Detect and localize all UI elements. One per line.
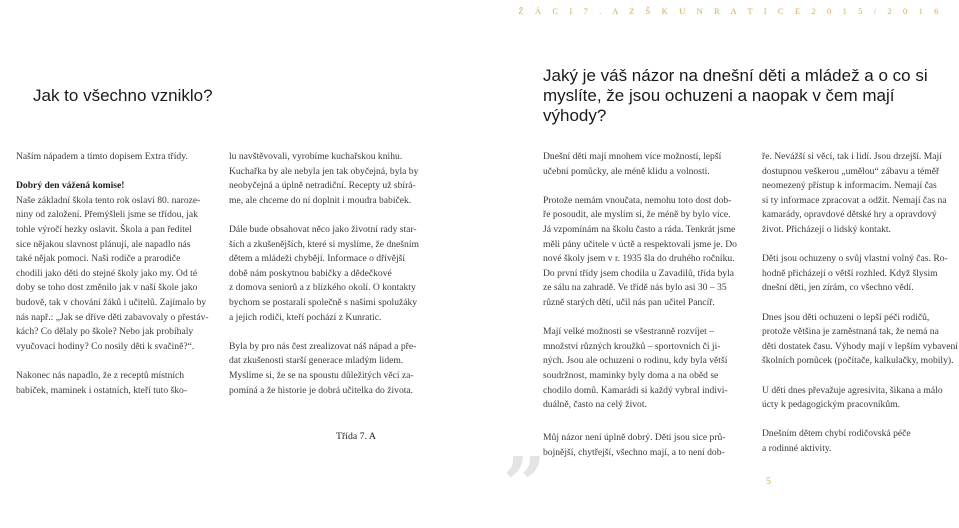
text-line: bychom se postarali společně s našimi spolužáky [229, 296, 418, 308]
text-line: babiček, maminek i ostatních, kteří tuto ško- [16, 384, 188, 396]
text-line: protože většina je zaměstnaná tak, že nemá na [762, 326, 939, 338]
text-line: niny od založení. Přemýšleli jsme se třídou, jak [16, 209, 198, 221]
text-line: si ty informace zpracovat a odžít. Nemají čas na [762, 194, 947, 206]
text-column-4 [762, 150, 958, 456]
paragraph-gap [16, 354, 206, 369]
text-line: a rodinné aktivity. [762, 442, 832, 454]
text-line: různě starých dětí, učil nás pan učitel Pancíř. [543, 296, 715, 308]
letter-salutation: Dobrý den vážená komise! [16, 180, 125, 192]
text-line: doby se toho dost změnilo jak v naší škole jako [16, 282, 198, 294]
text-line: neomezený přístup k informacím. Nemají čas [762, 180, 937, 192]
quote-text [543, 431, 726, 460]
text-line: měli pány učitele v úctě a respektovali jsme je. Do [543, 238, 737, 250]
text-line: kách? Co dělaly po škole? Nebo jak probíhaly [16, 326, 194, 338]
text-column-2 [229, 150, 419, 398]
text-line: Byla by pro nás čest zrealizovat náš nápad a pře- [229, 340, 417, 352]
text-line: Dále bude obsahovat něco jako životní rady star- [229, 223, 417, 235]
text-line: pomíná a že historie je dobrá učitelka do života. [229, 384, 414, 396]
text-line: dětem a mládeži chybějí. Informace o dřívější [229, 253, 406, 265]
text-line: dnešní děti, jen zírám, co všechno vědí. [762, 282, 914, 294]
text-line: Mají velké možnosti se všestranně rozvíjet – [543, 326, 715, 338]
page-number: 5 [766, 476, 771, 487]
text-line: úcty k pedagogickým pracovníkům. [762, 399, 901, 411]
text-line: Naším nápadem a tímto dopisem Extra třídy. [16, 151, 188, 162]
text-line: chodili jako děti do stejné školy jako my. Od té [16, 267, 198, 279]
text-line: Kuchařka by ale nebyla jen tak obyčejná, byla by [229, 165, 419, 177]
quote-line: bojnější, chytřejší, všechno mají, a to není dob- [543, 446, 725, 458]
text-line: také nějak pomoci. Naši rodiče a prarodiče [16, 253, 181, 265]
text-line: život. Přicházejí o lidský kontakt. [762, 223, 891, 235]
text-line: hodně přicházejí o větší rozhled. Když šlysim [762, 267, 938, 279]
text-line: učební pomůcky, ale méně klidu a volnosti. [543, 165, 710, 177]
text-line: U dětí dnes převažuje agresivita, šikana a málo [762, 384, 943, 396]
text-line: ře. Nevážší si věcí, tak i lidí. Jsou drzejší. Mají [762, 151, 942, 162]
text-line: z domova seniorů a z blízkého okolí. O kontakty [229, 282, 416, 294]
text-line: Naše základní škola tento rok oslaví 80. naroze- [16, 194, 201, 206]
paragraph-gap [762, 413, 958, 428]
text-line: kamarády, opravdové dětské hry a opravdový [762, 209, 937, 221]
text-line: lu navštěvovali, vyrobíme kuchařskou knihu. [229, 151, 403, 162]
section-title-right-line: myslíte, že jsou ochuzeni a naopak v čem mají výhody? [543, 86, 895, 125]
text-line: Protože nemám vnoučata, nemohu toto dost dob- [543, 194, 732, 206]
text-column-1 [16, 150, 209, 398]
text-line: soudržnost, maminky byly doma a na oběd se [543, 369, 719, 381]
section-title-right [543, 66, 943, 126]
class-signature: Třída 7. A [336, 431, 376, 442]
paragraph-gap [543, 311, 738, 326]
text-line: Dnešní děti mají mnohem více možností, lepší [543, 151, 722, 162]
text-line: množství různých kroužků – sportovních či ji- [543, 340, 721, 352]
paragraph-gap [229, 208, 419, 223]
section-title-left: Jak to všechno vzniklo? [33, 86, 213, 105]
paragraph-gap [543, 179, 738, 194]
text-line: Já vzpomínám na školu často a ráda. Tenkrát jsme [543, 223, 736, 235]
text-line: chodilo domů. Kamarádi si každý vybral indivi- [543, 384, 728, 396]
text-line: Dnes jsou děti ochuzeni o lepší péči rodičů, [762, 311, 930, 323]
text-column-3 [543, 150, 738, 413]
text-line: dostupnou veškerou „umělou“ zábavu a téměř [762, 165, 940, 177]
section-title-right-line: Jaký je váš názor na dnešní děti a mládež a o co si [543, 66, 928, 85]
quote-line: Můj názor není úplně dobrý. Děti jsou sice prů- [543, 432, 726, 443]
text-line: školních pomůcek (počítače, kalkulačky, mobily). [762, 355, 954, 367]
text-line: a jejich rodiči, kteří pochází z Kunratic. [229, 311, 382, 323]
text-line: duálně, často na celý život. [543, 399, 647, 411]
text-line: ze sálu na zahradě. Ve třídě nás bylo asi 30 – 35 [543, 282, 727, 294]
text-line: Nakonec nás napadlo, že z receptů místních [16, 369, 185, 381]
text-line: ších a zkušenějších, které si myslíme, že dnešním [229, 238, 419, 250]
paragraph-gap [229, 325, 419, 340]
text-line: nové školy jsem v r. 1935 šla do druhého ročníku. [543, 253, 735, 265]
text-line: me, ale chceme do ní doplnit i moudra babiček. [229, 194, 412, 206]
text-line: Děti jsou ochuzeny o svůj vlastní volný čas. Ro- [762, 253, 948, 265]
paragraph-gap [16, 165, 206, 180]
text-line: ných. Jsou ale ochuzeni o rodinu, kdy byla větší [543, 355, 728, 367]
text-line: vyučovací hodiny? Co nosily děti k svačině?“. [16, 340, 195, 352]
text-line: nás např.: „Jak se dříve děti zabavovaly o přestáv- [16, 311, 209, 323]
text-line: budově, tak v chování žáků i učitelů. Zajímalo by [16, 296, 207, 308]
text-line: tohle výročí hezky oslavit. Škola a pan ředitel [16, 223, 192, 235]
text-line: Myslíme si, že se na spoustu důležitých věcí za- [229, 369, 414, 381]
paragraph-gap [762, 238, 958, 253]
paragraph-gap [762, 369, 958, 384]
text-line: Do první třídy jsem chodila u Zavadilů, třída byla [543, 267, 735, 279]
text-line: dat zkušenosti starší generace mladým lidem. [229, 355, 404, 367]
text-line: sice nějakou slavnost plánují, ale napadlo nás [16, 238, 191, 250]
text-line: ře posoudit, ale myslím si, že méně by bylo více. [543, 209, 731, 221]
running-head: Ž Á C I 7 . A Z Š K U N R A T I C E 2 0 1 5 / 2 0 1 6 [518, 6, 943, 16]
quote-mark-icon: ” [503, 442, 546, 528]
text-line: děti dostatek času. Výhody mají v lepším vybavení [762, 340, 958, 352]
text-line: Dnešním dětem chybí rodičovská péče [762, 428, 911, 440]
text-line: době nám poskytnou babičky a dědečkové [229, 267, 392, 279]
paragraph-gap [762, 296, 958, 311]
text-line: neobyčejná a úplně netradiční. Recepty už sbírá- [229, 180, 416, 192]
